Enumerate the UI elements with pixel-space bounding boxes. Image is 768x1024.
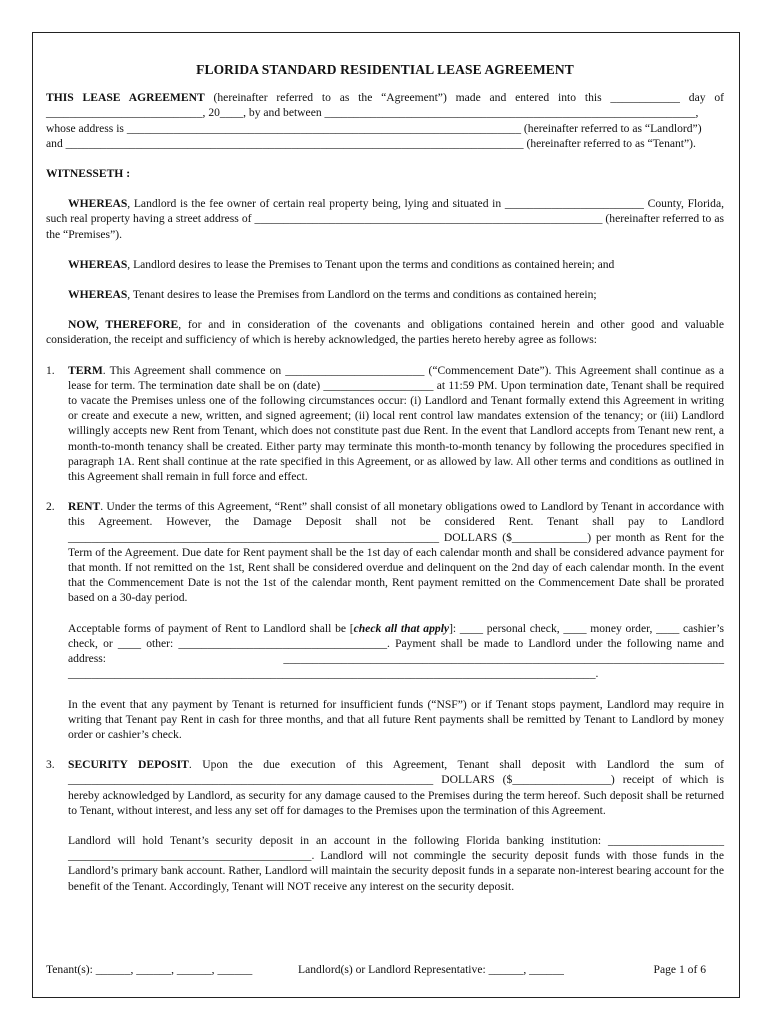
document-body <box>46 62 724 894</box>
now-therefore-paragraph <box>46 317 724 347</box>
page-number: Page 1 of 6 <box>653 963 706 976</box>
section-security-deposit <box>46 757 724 894</box>
whereas-lead: WHEREAS <box>68 288 128 302</box>
nsf-paragraph: In the event that any payment by Tenant is returned for insufficient funds (“NSF”) or if Tenant stops payment, Landlord may require in writing that Tenant pay Rent in cash for three months, and that all future Rent payments shall be remitted by Tenant to Landlord by money order or cashier’s check. <box>68 697 724 741</box>
witnesseth-heading: WITNESSETH : <box>46 167 131 181</box>
payment-text: ]: ____ personal check, ____ money order, ____ cashier’s check, or ____ other: ____________________________________. Payment shall be made to Landlord under the following name and address: ____________________________________________________________________________ ___________________________________________________________________________________________. <box>68 621 724 681</box>
intro-lead: THIS LEASE AGREEMENT <box>46 91 205 105</box>
section-heading: TERM <box>68 363 103 377</box>
section-rent <box>46 499 724 742</box>
section-number: 3. <box>46 758 55 772</box>
section-text: . Upon the due execution of this Agreement, Tenant shall deposit with Landlord the sum of _______________________________________________________________ DOLLARS ($_________________) receipt of which is hereby acknowledged by Landlord, as security for any damage caused to the Premises during the term hereof. Such deposit shall be returned to Tenant, without interest, and less any set off for damages to the Premises upon the termination of this Agreement. <box>68 758 724 817</box>
landlord-initials: Landlord(s) or Landlord Representative: ______, ______ <box>298 963 564 976</box>
whereas-lead: WHEREAS <box>68 197 128 211</box>
section-text: . Under the terms of this Agreement, “Rent” shall consist of all monetary obligations owed to Landlord by Tenant in accordance with this Agreement. However, the Damage Deposit shall not be considered Rent. Tenant shall pay to Landlord ________________________________________________________________ DOLLARS ($_____________) per month as Rent for the Term of the Agreement. Due date for Rent payment shall be the 1st day of each calendar month and shall be considered advance payment for that month. If not remitted on the 1st, Rent shall be considered overdue and delinquent on the 2nd day of each calendar month. In the event that the Commencement Date is not the 1st of the calendar month, Rent payment remitted on the Commencement Date shall be prorated based on a 30-day period. <box>68 500 724 605</box>
now-therefore-text: , for and in consideration of the covenants and obligations contained herein and other good and valuable consideration, the receipt and sufficiency of which is hereby acknowledged, the parties hereto hereby agree as follows: <box>46 318 724 347</box>
section-number: 1. <box>46 363 55 377</box>
tenant-initials: Tenant(s): ______, ______, ______, ______ <box>46 963 253 976</box>
section-number: 2. <box>46 500 55 514</box>
whereas-paragraph-1 <box>46 196 724 242</box>
payment-lead: Acceptable forms of payment of Rent to Landlord shall be [ <box>68 621 354 635</box>
intro-line1: (hereinafter referred to as the “Agreement”) made and entered into this ____________ day of ___________________________, 20____, by and between ________________________________________________________________, <box>46 91 724 120</box>
whereas-paragraph-2 <box>46 257 724 272</box>
intro-tenant-line: and _______________________________________________________________________________ (hereinafter referred to as “Tenant”). <box>46 136 696 150</box>
bank-paragraph: Landlord will hold Tenant’s security deposit in an account in the following Florida banking institution: ____________________ __________________________________________. Landlord will not commingle the security deposit funds with those funds in the Landlord’s primary bank account. Rather, Landlord will maintain the security deposit funds in a separate non-interest bearing account for the benefit of the Tenant. Accordingly, Tenant will NOT receive any interest on the security deposit. <box>68 833 724 893</box>
check-all-label: check all that apply <box>353 621 450 635</box>
whereas-text: , Landlord desires to lease the Premises to Tenant upon the terms and conditions as contained herein; and <box>127 257 615 271</box>
section-term <box>46 363 724 485</box>
payment-forms-paragraph <box>68 621 724 682</box>
intro-paragraph <box>46 90 724 120</box>
section-heading: SECURITY DEPOSIT <box>68 758 189 772</box>
whereas-paragraph-3 <box>46 287 724 302</box>
section-heading: RENT <box>68 500 101 514</box>
now-therefore-lead: NOW, THEREFORE <box>68 318 179 332</box>
intro-landlord-line: whose address is ____________________________________________________________________ (hereinafter referred to as “Landlord”) <box>46 121 702 135</box>
whereas-lead: WHEREAS <box>68 257 128 271</box>
document-title: FLORIDA STANDARD RESIDENTIAL LEASE AGREEMENT <box>196 62 574 77</box>
whereas-text: , Tenant desires to lease the Premises from Landlord on the terms and conditions as contained herein; <box>127 288 597 302</box>
section-text: . This Agreement shall commence on ________________________ (“Commencement Date”). This Agreement shall continue as a lease for term. The termination date shall be on (date) ___________________ at 11:59 PM. Upon termination date, Tenant shall be required to vacate the Premises unless one of the following circumstances occur: (i) Landlord and Tenant formally extend this Agreement in writing or create and execute a new, written, and signed agreement; (ii) local rent control law mandates extension of the tenancy; or (iii) Landlord willingly accepts new Rent from Tenant, which does not constitute past due Rent. In the event that Landlord accepts from Tenant new rent, a month-to-month tenancy shall be created. Either party may terminate this month-to-month tenancy by following the procedures specified in paragraph 1A. Rent shall continue at the rate specified in this Agreement, or as allowed by law. All other terms and conditions as outlined in this Agreement shall remain in full force and effect. <box>68 363 724 484</box>
whereas-text: , Landlord is the fee owner of certain real property being, lying and situated in ________________________ County, Florida, such real property having a street address of ____________________________________________________________ (hereinafter referred to as the “Premises”). <box>46 197 724 241</box>
